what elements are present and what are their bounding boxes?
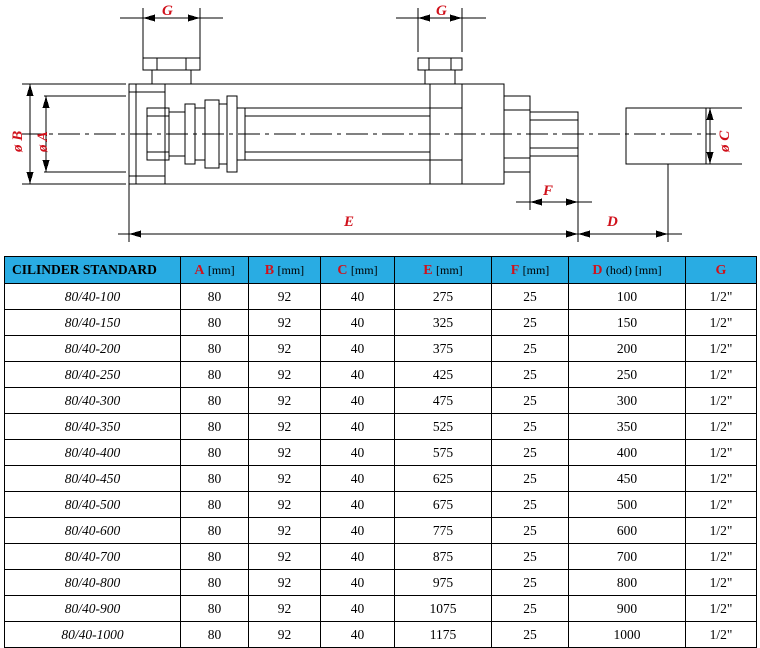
table-header	[5, 257, 757, 284]
table-header-row	[5, 257, 757, 284]
cell-value: 400	[569, 440, 686, 466]
cell-value: 92	[249, 596, 321, 622]
column-header-label: A	[194, 262, 205, 278]
cell-value: 40	[321, 440, 395, 466]
table-row	[5, 466, 757, 492]
dim-label-g-left: G	[162, 3, 173, 19]
cell-value: 150	[569, 310, 686, 336]
cell-value: 92	[249, 518, 321, 544]
cell-value: 1/2"	[686, 336, 757, 362]
cell-value: 40	[321, 596, 395, 622]
cell-value: 40	[321, 466, 395, 492]
column-header-e	[395, 257, 492, 284]
cell-value: 800	[569, 570, 686, 596]
dim-label-diameter-a: ø A	[35, 131, 51, 152]
cell-value: 80	[181, 570, 249, 596]
cell-cylinder-standard: 80/40-300	[5, 388, 181, 414]
dim-label-g-right: G	[436, 3, 447, 19]
cell-cylinder-standard: 80/40-400	[5, 440, 181, 466]
cell-value: 25	[492, 284, 569, 310]
cell-cylinder-standard: 80/40-150	[5, 310, 181, 336]
cell-value: 525	[395, 414, 492, 440]
column-header-cylinder-standard	[5, 257, 181, 284]
cell-value: 1175	[395, 622, 492, 648]
cell-value: 475	[395, 388, 492, 414]
column-header-label: D	[592, 262, 603, 278]
cell-value: 1/2"	[686, 388, 757, 414]
cell-value: 92	[249, 466, 321, 492]
column-header-a	[181, 257, 249, 284]
cell-value: 40	[321, 284, 395, 310]
cell-value: 625	[395, 466, 492, 492]
cell-value: 25	[492, 596, 569, 622]
cell-value: 425	[395, 362, 492, 388]
cell-cylinder-standard: 80/40-500	[5, 492, 181, 518]
cell-cylinder-standard: 80/40-200	[5, 336, 181, 362]
cell-value: 92	[249, 284, 321, 310]
cell-value: 40	[321, 362, 395, 388]
cell-value: 100	[569, 284, 686, 310]
cell-value: 350	[569, 414, 686, 440]
cell-value: 1/2"	[686, 518, 757, 544]
cell-value: 250	[569, 362, 686, 388]
cell-value: 40	[321, 544, 395, 570]
column-header-unit: [mm]	[207, 262, 235, 277]
column-header-b	[249, 257, 321, 284]
cell-value: 600	[569, 518, 686, 544]
cell-value: 375	[395, 336, 492, 362]
cell-cylinder-standard: 80/40-700	[5, 544, 181, 570]
cell-value: 1/2"	[686, 310, 757, 336]
cell-value: 92	[249, 544, 321, 570]
cell-value: 1/2"	[686, 544, 757, 570]
cell-value: 1/2"	[686, 414, 757, 440]
cell-value: 40	[321, 622, 395, 648]
column-header-label: C	[337, 262, 348, 278]
cell-value: 300	[569, 388, 686, 414]
column-header-unit: [mm]	[522, 262, 550, 277]
column-header-f	[492, 257, 569, 284]
column-header-g	[686, 257, 757, 284]
cylinder-cross-section	[0, 0, 760, 252]
specifications-table-wrapper	[4, 256, 756, 648]
cell-value: 200	[569, 336, 686, 362]
cell-value: 1/2"	[686, 622, 757, 648]
cell-value: 25	[492, 466, 569, 492]
cell-value: 25	[492, 310, 569, 336]
table-row	[5, 440, 757, 466]
cell-value: 80	[181, 622, 249, 648]
cell-value: 25	[492, 544, 569, 570]
table-row	[5, 336, 757, 362]
cell-value: 975	[395, 570, 492, 596]
cell-value: 80	[181, 466, 249, 492]
cell-value: 675	[395, 492, 492, 518]
cell-value: 40	[321, 336, 395, 362]
table-row	[5, 284, 757, 310]
column-header-unit: [mm]	[277, 262, 305, 277]
cell-value: 80	[181, 414, 249, 440]
column-header-d	[569, 257, 686, 284]
column-header-unit: [mm]	[350, 262, 378, 277]
cell-value: 92	[249, 440, 321, 466]
cell-value: 40	[321, 570, 395, 596]
dim-label-e: E	[344, 214, 355, 230]
table-row	[5, 362, 757, 388]
cell-value: 92	[249, 492, 321, 518]
cell-value: 1/2"	[686, 492, 757, 518]
dim-label-f: F	[543, 183, 554, 199]
specifications-table	[4, 256, 757, 648]
cell-value: 40	[321, 388, 395, 414]
cell-cylinder-standard: 80/40-1000	[5, 622, 181, 648]
cell-value: 25	[492, 518, 569, 544]
table-row	[5, 596, 757, 622]
column-header-unit: [mm]	[436, 262, 463, 277]
cell-cylinder-standard: 80/40-900	[5, 596, 181, 622]
cell-value: 80	[181, 596, 249, 622]
cell-value: 900	[569, 596, 686, 622]
column-header-label: B	[264, 262, 275, 278]
cell-value: 450	[569, 466, 686, 492]
dim-label-d: D	[607, 214, 618, 230]
cell-value: 80	[181, 518, 249, 544]
cell-value: 25	[492, 362, 569, 388]
cell-value: 325	[395, 310, 492, 336]
table-row	[5, 310, 757, 336]
cell-value: 40	[321, 518, 395, 544]
cell-cylinder-standard: 80/40-450	[5, 466, 181, 492]
cell-value: 92	[249, 570, 321, 596]
table-body	[5, 284, 757, 648]
cell-value: 1/2"	[686, 362, 757, 388]
cell-value: 40	[321, 492, 395, 518]
cell-value: 80	[181, 544, 249, 570]
cell-value: 1075	[395, 596, 492, 622]
column-header-label: G	[715, 262, 727, 278]
table-row	[5, 388, 757, 414]
cell-value: 92	[249, 336, 321, 362]
cell-value: 40	[321, 414, 395, 440]
cell-cylinder-standard: 80/40-800	[5, 570, 181, 596]
cell-value: 875	[395, 544, 492, 570]
cell-value: 775	[395, 518, 492, 544]
cell-cylinder-standard: 80/40-100	[5, 284, 181, 310]
dim-label-diameter-c: ø C	[717, 130, 733, 152]
cell-value: 25	[492, 622, 569, 648]
cell-value: 1/2"	[686, 466, 757, 492]
table-row	[5, 414, 757, 440]
cell-value: 92	[249, 310, 321, 336]
cell-value: 80	[181, 362, 249, 388]
cell-value: 25	[492, 336, 569, 362]
table-row	[5, 570, 757, 596]
cell-value: 80	[181, 440, 249, 466]
cell-value: 25	[492, 388, 569, 414]
cell-value: 92	[249, 388, 321, 414]
cell-value: 40	[321, 310, 395, 336]
cell-value: 80	[181, 310, 249, 336]
cell-value: 92	[249, 622, 321, 648]
cell-cylinder-standard: 80/40-250	[5, 362, 181, 388]
cell-value: 1/2"	[686, 284, 757, 310]
cell-value: 25	[492, 440, 569, 466]
column-header-label: CILINDER STANDARD	[12, 262, 157, 277]
cell-value: 25	[492, 570, 569, 596]
cell-value: 500	[569, 492, 686, 518]
cell-value: 1/2"	[686, 596, 757, 622]
cell-value: 1000	[569, 622, 686, 648]
table-row	[5, 518, 757, 544]
cell-cylinder-standard: 80/40-350	[5, 414, 181, 440]
cell-value: 92	[249, 414, 321, 440]
table-row	[5, 544, 757, 570]
cell-value: 700	[569, 544, 686, 570]
cell-cylinder-standard: 80/40-600	[5, 518, 181, 544]
cell-value: 25	[492, 492, 569, 518]
cell-value: 25	[492, 414, 569, 440]
cell-value: 275	[395, 284, 492, 310]
dim-label-diameter-b: ø B	[10, 130, 26, 152]
column-header-c	[321, 257, 395, 284]
technical-drawing	[0, 0, 760, 252]
column-header-unit: (hod) [mm]	[605, 262, 662, 277]
cell-value: 1/2"	[686, 570, 757, 596]
cell-value: 1/2"	[686, 440, 757, 466]
cell-value: 80	[181, 336, 249, 362]
column-header-label: E	[423, 262, 433, 278]
cell-value: 80	[181, 388, 249, 414]
cell-value: 92	[249, 362, 321, 388]
cell-value: 575	[395, 440, 492, 466]
table-row	[5, 492, 757, 518]
cell-value: 80	[181, 492, 249, 518]
cell-value: 80	[181, 284, 249, 310]
column-header-label: F	[510, 262, 520, 278]
